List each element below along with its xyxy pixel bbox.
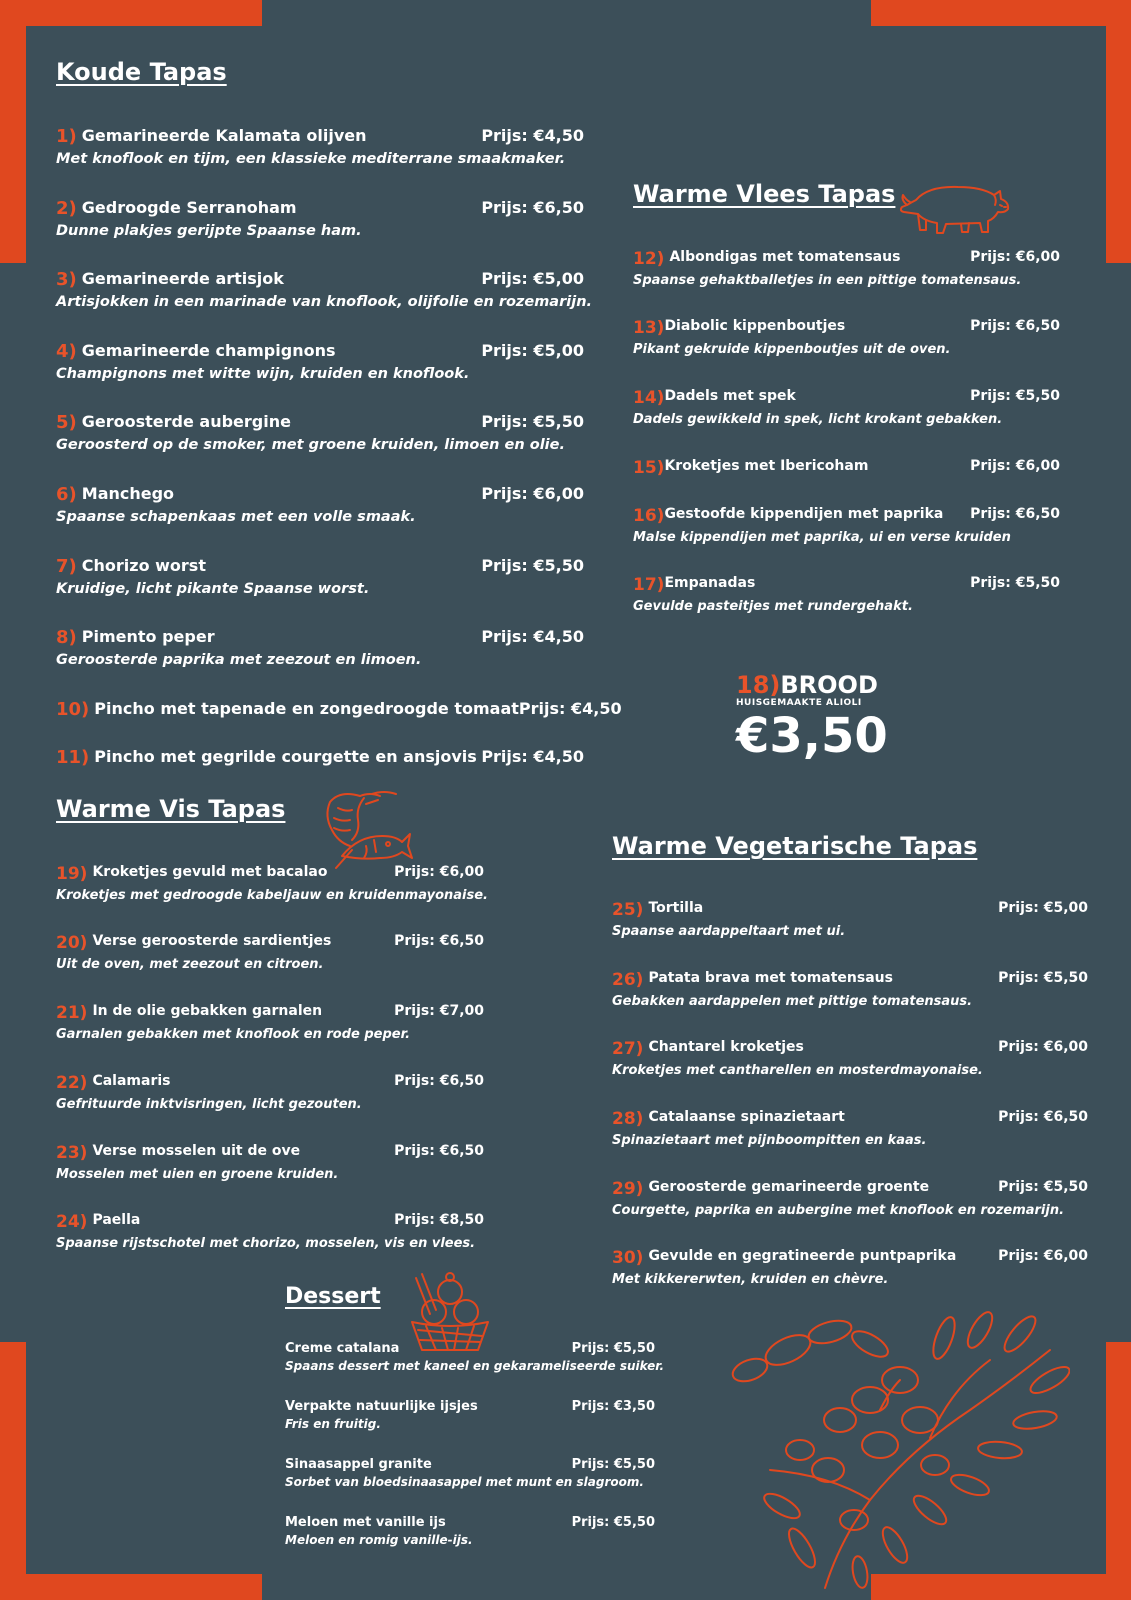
item-name: Sinaasappel granite <box>285 1457 432 1472</box>
item-name: Gemarineerde artisjok <box>81 269 284 288</box>
item-price: Prijs: €8,50 <box>394 1212 484 1228</box>
brood-special <box>736 672 888 763</box>
item-name: Catalaanse spinazietaart <box>648 1109 845 1125</box>
item-price: Prijs: €6,00 <box>481 484 584 503</box>
item-description: Gefrituurde inktvisringen, licht gezouten. <box>56 1097 362 1112</box>
item-description: Dadels gewikkeld in spek, licht krokant gebakken. <box>633 412 1003 427</box>
item-description: Spaans dessert met kaneel en gekarameliseerde suiker. <box>285 1359 665 1373</box>
warme-vegetarische-tapas-title: Warme Vegetarische Tapas <box>612 832 978 860</box>
menu-item <box>612 1179 1088 1218</box>
item-name: Albondigas met tomatensaus <box>669 249 901 265</box>
frame-bar-right-top <box>1106 0 1131 263</box>
item-name: Geroosterde aubergine <box>81 412 291 431</box>
item-name: Chantarel kroketjes <box>648 1039 804 1055</box>
menu-item <box>612 1248 1088 1287</box>
menu-item <box>633 458 1060 478</box>
item-name: Kroketjes gevuld met bacalao <box>92 864 328 880</box>
item-name: Chorizo worst <box>81 556 206 575</box>
item-description: Kruidige, licht pikante Spaanse worst. <box>56 581 370 597</box>
item-price: Prijs: €5,50 <box>481 412 584 431</box>
item-price: Prijs: €5,00 <box>481 341 584 360</box>
item-description: Champignons met witte wijn, kruiden en knoflook. <box>56 366 470 382</box>
item-name: Tortilla <box>648 900 704 916</box>
item-description: Gebakken aardappelen met pittige tomatensaus. <box>612 994 973 1009</box>
item-number: 11) <box>56 747 90 768</box>
item-price: Prijs: €5,50 <box>571 1515 655 1530</box>
frame-bar-top-right <box>871 0 1131 26</box>
item-number: 25) <box>612 900 644 920</box>
menu-item <box>612 1039 1088 1078</box>
menu-item <box>633 388 1060 427</box>
menu-item <box>56 556 584 597</box>
item-name: Creme catalana <box>285 1341 400 1356</box>
item-number: 5) <box>56 412 77 433</box>
item-number: 23) <box>56 1143 88 1163</box>
item-price: Prijs: €4,50 <box>481 126 584 145</box>
koude-tapas-title: Koude Tapas <box>56 58 227 86</box>
item-number: 28) <box>612 1109 644 1129</box>
item-price: Prijs: €6,00 <box>970 249 1060 265</box>
dessert-title: Dessert <box>285 1284 381 1309</box>
item-name: Verse geroosterde sardientjes <box>92 933 332 949</box>
item-price: Prijs: €6,50 <box>970 318 1060 334</box>
item-price: Prijs: €6,00 <box>394 864 484 880</box>
frame-bar-right-bottom <box>1106 1342 1131 1600</box>
item-name: Pincho met gegrilde courgette en ansjovis <box>94 747 477 766</box>
menu-item <box>56 864 488 903</box>
item-description: Gevulde pasteitjes met rundergehakt. <box>633 599 913 614</box>
item-description: Kroketjes met gedroogde kabeljauw en kruidenmayonaise. <box>56 888 488 903</box>
item-description: Met kikkererwten, kruiden en chèvre. <box>612 1272 889 1287</box>
item-name: Manchego <box>81 484 175 503</box>
menu-item <box>633 249 1060 288</box>
item-number: 14) <box>633 388 665 408</box>
menu-item <box>56 412 584 453</box>
item-description: Geroosterde paprika met zeezout en limoen. <box>56 652 422 668</box>
item-number: 30) <box>612 1248 644 1268</box>
item-description: Mosselen met uien en groene kruiden. <box>56 1167 339 1182</box>
item-price: Prijs: €4,50 <box>518 699 622 718</box>
item-price: Prijs: €4,50 <box>481 627 584 646</box>
menu-item <box>56 1143 484 1182</box>
item-price: Prijs: €5,00 <box>998 900 1088 916</box>
frame-bar-left-bottom <box>0 1342 26 1600</box>
item-description: Kroketjes met cantharellen en mosterdmayonaise. <box>612 1063 983 1078</box>
brood-number: 18) <box>736 671 781 699</box>
item-description: Met knoflook en tijm, een klassieke mediterrane smaakmaker. <box>56 151 566 167</box>
item-number: 24) <box>56 1212 88 1232</box>
item-number: 1) <box>56 126 77 147</box>
warme-vlees-tapas-title: Warme Vlees Tapas <box>633 180 896 208</box>
menu-item <box>633 318 1060 357</box>
menu-item <box>56 198 584 239</box>
item-description: Malse kippendijen met paprika, ui en verse kruiden <box>633 530 1011 545</box>
item-price: Prijs: €3,50 <box>571 1399 655 1414</box>
item-number: 12) <box>633 249 665 269</box>
menu-item <box>56 1003 484 1042</box>
frame-bar-top-left <box>0 0 262 26</box>
menu-item <box>56 747 584 768</box>
item-price: Prijs: €5,50 <box>998 1179 1088 1195</box>
pig-icon <box>896 176 1014 238</box>
item-name: Gemarineerde champignons <box>81 341 336 360</box>
item-name: Pimento peper <box>81 627 215 646</box>
olive-branch-icon <box>730 1310 1070 1590</box>
item-description: Spaanse gehaktballetjes in een pittige tomatensaus. <box>633 273 1022 288</box>
item-price: Prijs: €5,50 <box>571 1341 655 1356</box>
menu-item <box>56 341 584 382</box>
menu-item <box>56 1073 484 1112</box>
menu-item <box>56 627 584 668</box>
brood-subtitle: HUISGEMAAKTE ALIOLI <box>736 698 862 708</box>
item-price: Prijs: €4,50 <box>481 747 584 766</box>
warme-vis-tapas-title: Warme Vis Tapas <box>56 795 286 823</box>
item-number: 27) <box>612 1039 644 1059</box>
item-description: Pikant gekruide kippenboutjes uit de oven. <box>633 342 951 357</box>
item-number: 4) <box>56 341 77 362</box>
item-name: Paella <box>92 1212 141 1228</box>
item-name: Diabolic kippenboutjes <box>664 318 846 334</box>
item-name: Gevulde en gegratineerde puntpaprika <box>648 1248 957 1264</box>
frame-bar-bottom-left <box>0 1574 262 1600</box>
item-description: Meloen en romig vanille-ijs. <box>285 1533 473 1547</box>
menu-item <box>633 506 1060 545</box>
item-number: 20) <box>56 933 88 953</box>
item-name: Geroosterde gemarineerde groente <box>648 1179 930 1195</box>
item-price: Prijs: €5,00 <box>481 269 584 288</box>
item-price: Prijs: €7,00 <box>394 1003 484 1019</box>
frame-bar-left-top <box>0 0 26 263</box>
item-number: 6) <box>56 484 77 505</box>
item-price: Prijs: €6,50 <box>481 198 584 217</box>
menu-item <box>612 1109 1088 1148</box>
item-name: Calamaris <box>92 1073 171 1089</box>
item-price: Prijs: €6,50 <box>998 1109 1088 1125</box>
item-description: Sorbet van bloedsinaasappel met munt en slagroom. <box>285 1475 644 1489</box>
item-price: Prijs: €6,50 <box>394 933 484 949</box>
menu-item <box>56 1212 484 1251</box>
item-description: Geroosterd op de smoker, met groene kruiden, limoen en olie. <box>56 437 565 453</box>
item-price: Prijs: €6,50 <box>970 506 1060 522</box>
brood-price: €3,50 <box>736 708 888 764</box>
item-number: 3) <box>56 269 77 290</box>
item-name: Patata brava met tomatensaus <box>648 970 893 986</box>
item-number: 15) <box>633 458 665 478</box>
item-description: Spaanse schapenkaas met een volle smaak. <box>56 509 416 525</box>
item-name: Empanadas <box>664 575 756 591</box>
item-price: Prijs: €6,50 <box>394 1143 484 1159</box>
menu-item <box>56 126 584 167</box>
item-number: 29) <box>612 1179 644 1199</box>
item-price: Prijs: €5,50 <box>998 970 1088 986</box>
item-name: Pincho met tapenade en zongedroogde tomaat <box>94 699 519 718</box>
item-number: 2) <box>56 198 77 219</box>
item-description: Spaanse rijstschotel met chorizo, mosselen, vis en vlees. <box>56 1236 476 1251</box>
item-description: Spinazietaart met pijnboompitten en kaas. <box>612 1133 927 1148</box>
menu-item <box>285 1457 655 1489</box>
item-name: Gestoofde kippendijen met paprika <box>664 506 944 522</box>
item-price: Prijs: €6,00 <box>970 458 1060 474</box>
item-name: In de olie gebakken garnalen <box>92 1003 323 1019</box>
item-number: 21) <box>56 1003 88 1023</box>
item-price: Prijs: €5,50 <box>571 1457 655 1472</box>
item-description: Garnalen gebakken met knoflook en rode peper. <box>56 1027 411 1042</box>
item-number: 8) <box>56 627 77 648</box>
item-number: 7) <box>56 556 77 577</box>
item-name: Gemarineerde Kalamata olijven <box>81 126 367 145</box>
item-number: 22) <box>56 1073 88 1093</box>
item-name: Kroketjes met Ibericoham <box>664 458 869 474</box>
item-price: Prijs: €6,00 <box>998 1248 1088 1264</box>
item-name: Verpakte natuurlijke ijsjes <box>285 1399 478 1414</box>
item-description: Uit de oven, met zeezout en citroen. <box>56 957 324 972</box>
menu-item <box>612 970 1088 1009</box>
item-name: Gedroogde Serranoham <box>81 198 297 217</box>
brood-name: BROOD <box>780 671 878 699</box>
item-number: 13) <box>633 318 665 338</box>
item-price: Prijs: €6,00 <box>998 1039 1088 1055</box>
item-number: 10) <box>56 699 90 720</box>
item-name: Verse mosselen uit de ove <box>92 1143 301 1159</box>
menu-item <box>56 699 622 720</box>
menu-item <box>56 933 484 972</box>
item-description: Spaanse aardappeltaart met ui. <box>612 924 846 939</box>
menu-item <box>612 900 1088 939</box>
item-number: 16) <box>633 506 665 526</box>
menu-item <box>285 1399 655 1431</box>
item-price: Prijs: €5,50 <box>481 556 584 575</box>
menu-item <box>56 484 584 525</box>
item-number: 17) <box>633 575 665 595</box>
menu-item <box>285 1341 665 1373</box>
item-description: Fris en fruitig. <box>285 1417 381 1431</box>
menu-item <box>633 575 1060 614</box>
item-description: Dunne plakjes gerijpte Spaanse ham. <box>56 223 362 239</box>
item-number: 19) <box>56 864 88 884</box>
menu-item <box>285 1515 655 1547</box>
item-description: Artisjokken in een marinade van knoflook, olijfolie en rozemarijn. <box>56 294 593 310</box>
item-number: 26) <box>612 970 644 990</box>
item-price: Prijs: €6,50 <box>394 1073 484 1089</box>
item-price: Prijs: €5,50 <box>970 388 1060 404</box>
item-name: Dadels met spek <box>664 388 796 404</box>
item-name: Meloen met vanille ijs <box>285 1515 446 1530</box>
menu-item <box>56 269 593 310</box>
item-price: Prijs: €5,50 <box>970 575 1060 591</box>
item-description: Courgette, paprika en aubergine met knoflook en rozemarijn. <box>612 1203 1065 1218</box>
